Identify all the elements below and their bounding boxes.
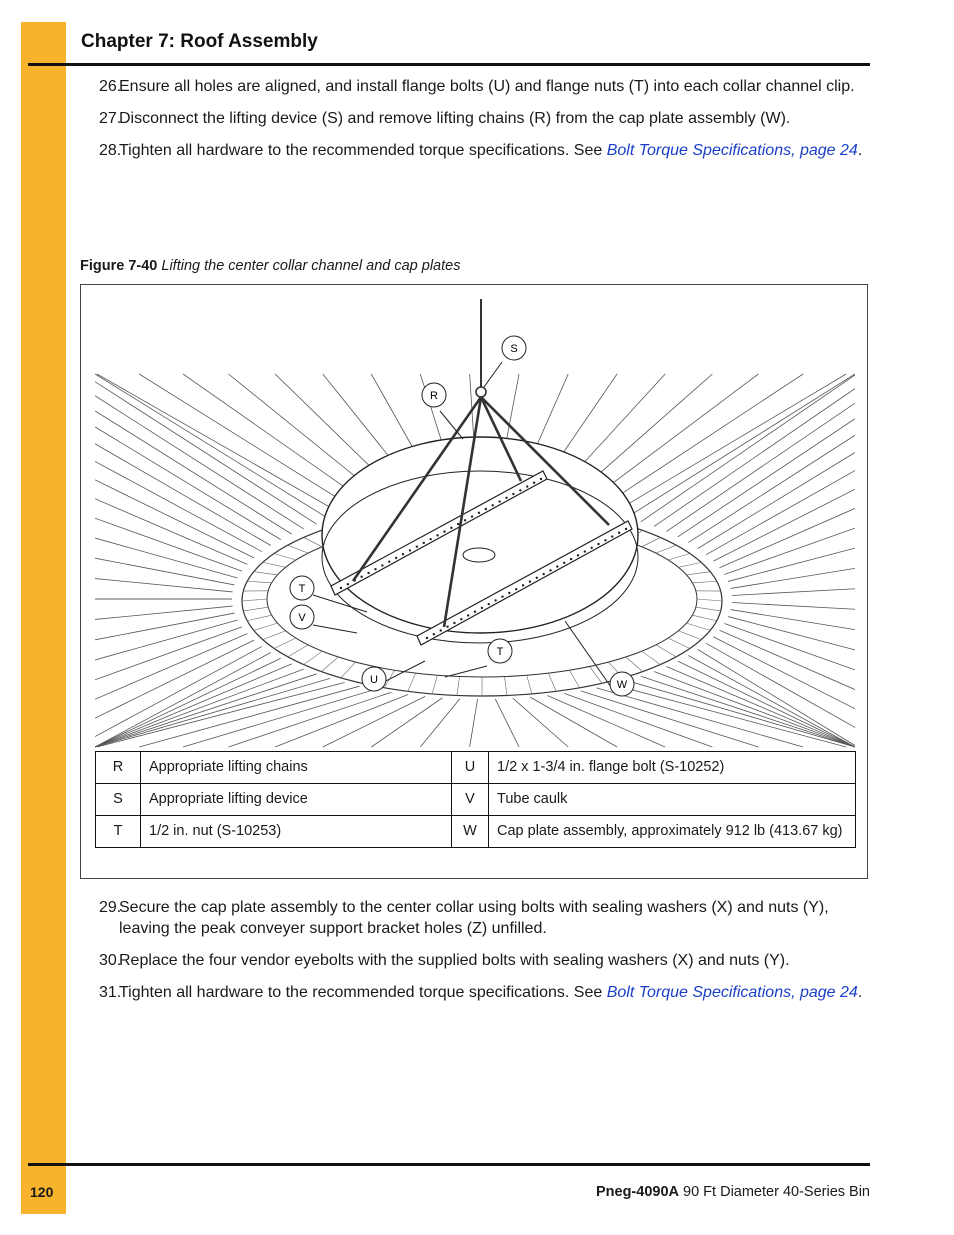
table-row (96, 752, 856, 784)
legend-description: 1/2 in. nut (S-10253) (141, 816, 452, 848)
callout-w (610, 672, 634, 696)
header-rule (28, 63, 870, 66)
step-number: 26. (99, 78, 122, 95)
steps-bottom (99, 897, 871, 1014)
svg-text:U: U (370, 674, 378, 686)
step-28 (99, 140, 871, 161)
document-footer (596, 1184, 870, 1200)
callout-r (422, 383, 446, 407)
legend-letter: T (96, 816, 141, 848)
bolt-torque-link[interactable]: Bolt Torque Specifications, page 24 (606, 984, 858, 1001)
step-number: 28. (99, 142, 122, 159)
callout-v (290, 605, 314, 629)
document-title: 90 Ft Diameter 40-Series Bin (679, 1184, 870, 1200)
steps-top (99, 76, 871, 172)
figure-legend-table (95, 751, 856, 848)
legend-description: 1/2 x 1-3/4 in. flange bolt (S-10252) (489, 752, 856, 784)
legend-description: Appropriate lifting device (141, 784, 452, 816)
step-number: 31. (99, 984, 122, 1001)
step-text: Replace the four vendor eyebolts with the supplied bolts with sealing washers (X) and nuts (Y). (119, 952, 790, 969)
callout-s (502, 336, 526, 360)
figure-title: Lifting the center collar channel and cap plates (161, 258, 461, 274)
svg-text:R: R (430, 390, 438, 402)
figure-box (80, 284, 868, 879)
table-row (96, 784, 856, 816)
page-number: 120 (30, 1184, 54, 1200)
step-number: 29. (99, 899, 122, 916)
step-27 (99, 108, 871, 129)
step-29 (99, 897, 871, 939)
step-30 (99, 950, 871, 971)
step-text: Tighten all hardware to the recommended torque specifications. See (119, 142, 607, 159)
step-text-end: . (857, 142, 863, 159)
figure-label: Figure 7-40 (80, 258, 158, 274)
step-number: 30. (99, 952, 122, 969)
chapter-title: Chapter 7: Roof Assembly (81, 31, 318, 52)
figure-caption (80, 258, 460, 274)
step-31 (99, 982, 871, 1003)
lifting-hook (476, 387, 486, 397)
legend-description: Appropriate lifting chains (141, 752, 452, 784)
legend-description: Tube caulk (489, 784, 856, 816)
step-text: Tighten all hardware to the recommended torque specifications. See (119, 984, 607, 1001)
step-text: Secure the cap plate assembly to the center collar using bolts with sealing washers (X) and nuts (Y), leaving the peak conveyer support bracket holes (Z) unfilled. (119, 899, 829, 937)
legend-letter: V (452, 784, 489, 816)
cap-plate-center-hole (463, 548, 495, 562)
svg-text:W: W (616, 679, 628, 691)
svg-text:T: T (298, 583, 306, 595)
legend-letter: S (96, 784, 141, 816)
roof-cap-plate-drawing (95, 299, 855, 749)
svg-text:T: T (496, 646, 504, 658)
bolt-torque-link[interactable]: Bolt Torque Specifications, page 24 (606, 142, 858, 159)
svg-text:S: S (510, 343, 518, 355)
legend-letter: W (452, 816, 489, 848)
chapter-sidebar-tab (21, 22, 66, 1214)
step-number: 27. (99, 110, 122, 127)
legend-letter: U (452, 752, 489, 784)
table-row (96, 816, 856, 848)
document-id: Pneg-4090A (595, 1184, 679, 1200)
callout-t-left (290, 576, 314, 600)
step-26 (99, 76, 871, 97)
svg-text:V: V (298, 612, 306, 624)
footer-rule (28, 1163, 870, 1166)
step-text-end: . (857, 984, 863, 1001)
step-text: Ensure all holes are aligned, and install flange bolts (U) and flange nuts (T) into each collar channel clip. (119, 78, 855, 95)
legend-description: Cap plate assembly, approximately 912 lb (413.67 kg) (489, 816, 856, 848)
step-text: Disconnect the lifting device (S) and remove lifting chains (R) from the cap plate assembly (W). (119, 110, 791, 127)
callout-t-right (488, 639, 512, 663)
callout-u (362, 667, 386, 691)
legend-letter: R (96, 752, 141, 784)
